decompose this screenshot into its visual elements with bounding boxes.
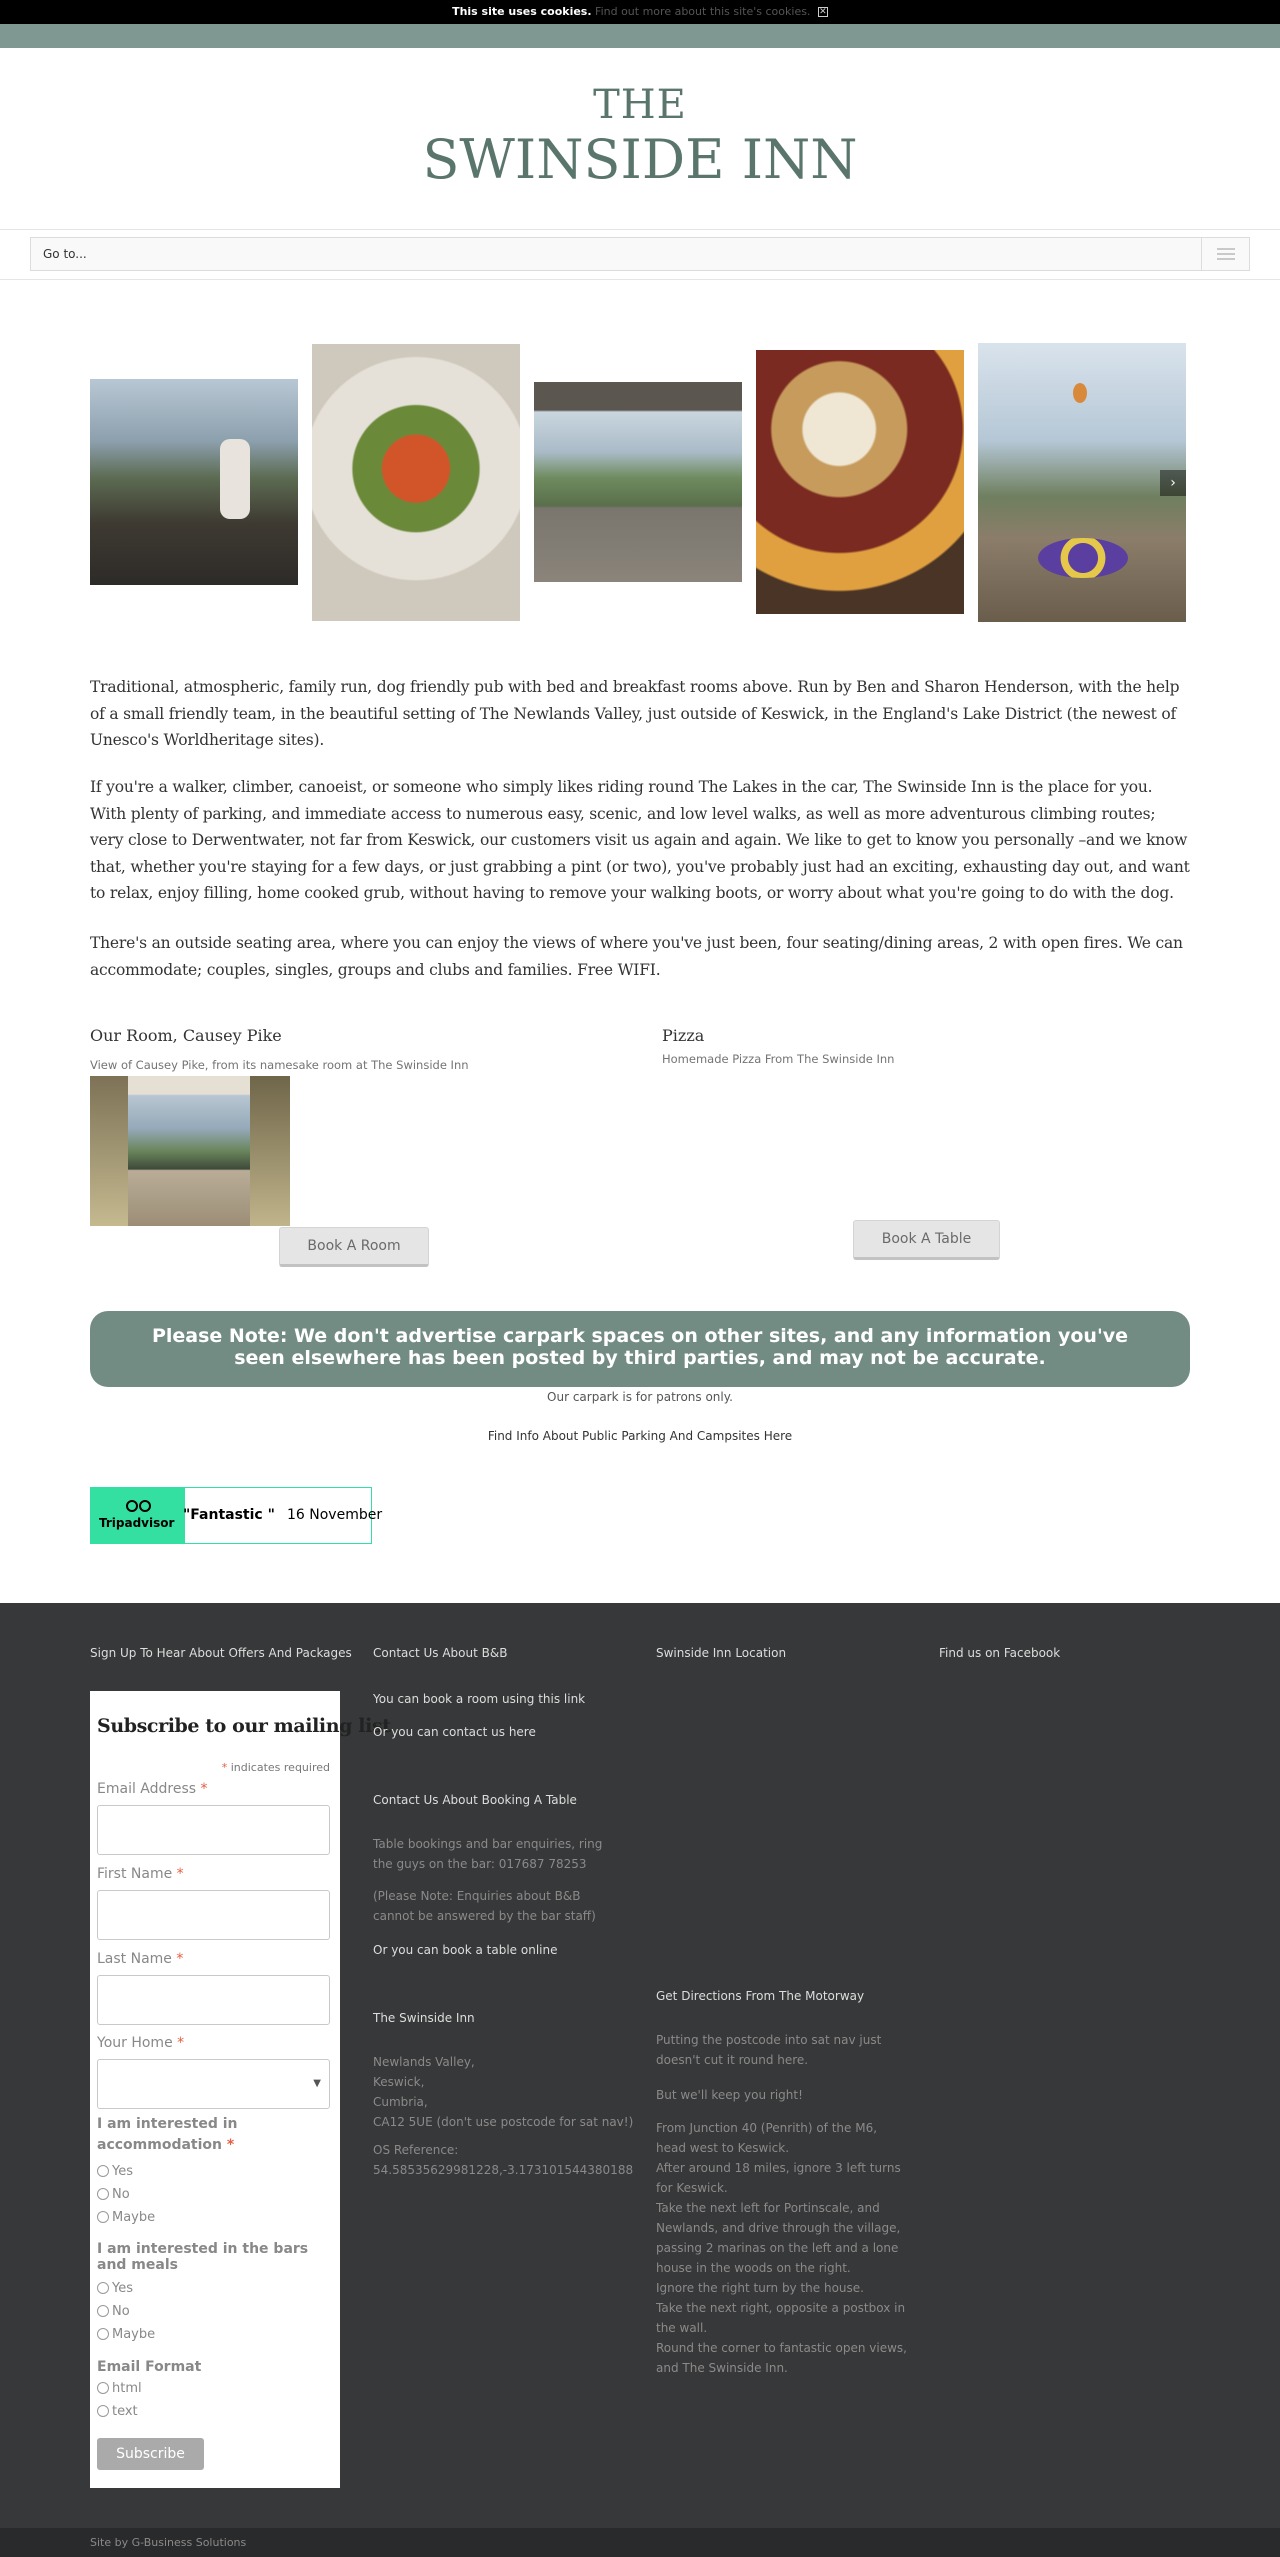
email-format-label: Email Format: [97, 2359, 202, 2375]
radio-icon[interactable]: [97, 2405, 109, 2417]
table-booking-text: Table bookings and bar enquiries, ring the guys on the bar: 017687 78253: [373, 1837, 603, 1871]
bars-option-maybe-label: Maybe: [112, 2327, 156, 2342]
radio-icon[interactable]: [97, 2211, 109, 2223]
footer-signup-heading: Sign Up To Hear About Offers And Packages: [90, 1646, 352, 1660]
nav-select-value: Go to...: [43, 247, 87, 261]
accommodation-label: [97, 2114, 297, 2156]
radio-icon[interactable]: [97, 2165, 109, 2177]
accommodation-option-yes[interactable]: [97, 2164, 133, 2179]
directions-intro-2: But we'll keep you right!: [656, 2088, 803, 2102]
footer-bnb-heading: Contact Us About B&B: [373, 1646, 508, 1660]
owl-icon: [126, 1500, 152, 1512]
gallery-photo-roast[interactable]: [756, 350, 964, 614]
home-label: [97, 2035, 184, 2051]
address-line-4: CA12 5UE (don't use postcode for sat nav!): [373, 2115, 634, 2129]
tripadvisor-widget[interactable]: [90, 1487, 383, 1544]
chevron-down-icon: ▼: [313, 2078, 321, 2089]
footer-facebook-heading: Find us on Facebook: [939, 1646, 1061, 1660]
room-title: Our Room, Causey Pike: [90, 1026, 282, 1045]
accommodation-option-no[interactable]: [97, 2187, 130, 2202]
review-date: 16 November: [287, 1507, 383, 1523]
pizza-caption: Homemade Pizza From The Swinside Inn: [662, 1052, 895, 1066]
intro-paragraph-2: If you're a walker, climber, canoeist, or someone who simply likes riding round The Lakes in the car, The Swinside Inn is the place for you. With plenty of parking, and immediate access to numerous easy, scenic, and low level walks, as well as more adventurous climbing routes; very close to Derwentwater, not far from Keswick, our customers visit us again and again. We like to get to know you personally –and we know that, whether you're staying for a few days, or just grabbing a pint (or two), you've probably just had an exciting, exhausting day out, and want to relax, enjoy filling, home cooked grub, without having to remove your walking boots, or worry about what you're going to do with the dog.: [90, 778, 1190, 902]
cookie-info-link[interactable]: Find out more about this site's cookies.: [595, 5, 811, 18]
mobile-nav-select[interactable]: [30, 237, 1250, 271]
first-name-required-star: *: [176, 1866, 184, 1882]
gallery-photo-terrace[interactable]: [90, 379, 298, 585]
contact-link[interactable]: Or you can contact us here: [373, 1725, 536, 1739]
accommodation-option-yes-label: Yes: [112, 2164, 133, 2179]
room-photo[interactable]: [90, 1076, 290, 1226]
radio-icon[interactable]: [97, 2328, 109, 2340]
last-name-label-text: Last Name: [97, 1951, 172, 1967]
address-line-1: Newlands Valley,: [373, 2055, 475, 2069]
gallery-photo-garden[interactable]: [978, 343, 1186, 622]
intro-paragraph-1: Traditional, atmospheric, family run, dog friendly pub with bed and breakfast rooms above. Run by Ben and Sharon Henderson, with the help of a small friendly team, in the beautiful setting of The Newlands Valley, just outside of Keswick, in the England's Lake District (the newest of Unesco's Worldheritage sites).: [90, 678, 1180, 749]
bars-option-yes[interactable]: [97, 2281, 133, 2296]
footer-directions-heading: Get Directions From The Motorway: [656, 1989, 865, 2003]
tripadvisor-brand: Tripadvisor: [99, 1516, 175, 1530]
cookie-bar: [0, 0, 1280, 24]
bars-option-maybe[interactable]: [97, 2327, 155, 2342]
footer-bottom-bar: [0, 2528, 1280, 2557]
subscribe-button[interactable]: Subscribe: [97, 2438, 204, 2470]
required-note-text: indicates required: [230, 1761, 330, 1774]
email-required-star: *: [200, 1781, 208, 1797]
radio-icon[interactable]: [97, 2282, 109, 2294]
home-label-text: Your Home: [97, 2035, 173, 2051]
format-option-text-label: text: [112, 2404, 138, 2419]
accent-strip: [0, 24, 1280, 48]
bars-label: I am interested in the bars and meals: [97, 2241, 309, 2273]
logo-name[interactable]: SWINSIDE INN: [422, 128, 858, 191]
bnb-enquiry-note: (Please Note: Enquiries about B&B cannot be answered by the bar staff): [373, 1889, 596, 1923]
tripadvisor-logo[interactable]: [91, 1488, 185, 1543]
accommodation-option-maybe[interactable]: [97, 2210, 155, 2225]
room-caption: View of Causey Pike, from its namesake room at The Swinside Inn: [90, 1058, 469, 1072]
email-label-text: Email Address: [97, 1781, 197, 1797]
last-name-label: [97, 1951, 183, 1967]
book-table-button[interactable]: Book A Table: [853, 1220, 1000, 1260]
header-divider: [0, 229, 1280, 230]
accommodation-option-no-label: No: [112, 2187, 130, 2202]
site-credit[interactable]: Site by G-Business Solutions: [90, 2536, 247, 2549]
last-name-field[interactable]: [97, 1975, 330, 2025]
nav-divider: [0, 279, 1280, 280]
format-option-html-label: html: [112, 2381, 142, 2396]
gallery-photo-window-view[interactable]: [534, 382, 742, 582]
first-name-label: [97, 1866, 184, 1882]
home-required-star: *: [177, 2035, 185, 2051]
os-reference-label: OS Reference:: [373, 2143, 459, 2157]
radio-icon[interactable]: [97, 2305, 109, 2317]
os-reference-value: 54.58535629981228,-3.173101544380188: [373, 2163, 634, 2177]
address-line-3: Cumbria,: [373, 2095, 428, 2109]
gallery-photo-dish[interactable]: [312, 344, 520, 621]
accommodation-required-star: *: [226, 2137, 235, 2153]
gallery-next-icon[interactable]: ›: [1160, 470, 1186, 496]
required-note: [90, 1761, 330, 1774]
book-room-link[interactable]: You can book a room using this link: [373, 1692, 586, 1706]
bars-option-yes-label: Yes: [112, 2281, 133, 2296]
address-line-2: Keswick,: [373, 2075, 425, 2089]
carpark-notice: Please Note: We don't advertise carpark spaces on other sites, and any information you've seen elsewhere has been posted by third parties, and may not be accurate.: [90, 1311, 1190, 1387]
footer-location-heading: Swinside Inn Location: [656, 1646, 787, 1660]
format-option-html[interactable]: [97, 2381, 142, 2396]
home-select[interactable]: [97, 2059, 330, 2109]
mailing-list-form: [90, 1691, 391, 2488]
bars-option-no[interactable]: [97, 2304, 130, 2319]
required-star: *: [221, 1761, 228, 1774]
accommodation-label-text: I am interested in accommodation: [97, 2116, 238, 2153]
last-name-required-star: *: [176, 1951, 184, 1967]
mailing-title: Subscribe to our mailing list: [97, 1715, 391, 1737]
book-table-link[interactable]: Or you can book a table online: [373, 1943, 558, 1957]
email-field[interactable]: [97, 1805, 330, 1855]
footer-inn-heading: The Swinside Inn: [373, 2011, 475, 2025]
pizza-title: Pizza: [662, 1026, 705, 1045]
accommodation-option-maybe-label: Maybe: [112, 2210, 156, 2225]
format-option-text[interactable]: [97, 2404, 138, 2419]
first-name-field[interactable]: [97, 1890, 330, 1940]
public-parking-link[interactable]: Find Info About Public Parking And Campsites Here: [487, 1429, 793, 1443]
book-room-button[interactable]: Book A Room: [279, 1227, 429, 1267]
radio-icon[interactable]: [97, 2382, 109, 2394]
bars-option-no-label: No: [112, 2304, 130, 2319]
cookie-close-icon[interactable]: ✕: [819, 7, 827, 17]
directions-steps: From Junction 40 (Penrith) of the M6, head west to Keswick. After around 18 miles, ignore 3 left turns for Keswick. Take the next left for Portinscale, and Newlands, and drive through the village, passing 2 marinas on the left and a lone house in the woods on the right. Ignore the right turn by the house. Take the next right, opposite a postbox in the wall. Round the corner to fantastic open views, and The Swinside Inn.: [656, 2121, 907, 2375]
intro-paragraph-3: There's an outside seating area, where you can enjoy the views of where you've just been, four seating/dining areas, 2 with open fires. We can accommodate; couples, singles, groups and clubs and families. Free WIFI.: [90, 934, 1183, 979]
menu-icon[interactable]: [1201, 238, 1249, 270]
carpark-note: Our carpark is for patrons only.: [547, 1390, 733, 1404]
cookie-message: This site uses cookies.: [452, 5, 592, 18]
review-quote[interactable]: "Fantastic ": [183, 1507, 275, 1523]
email-label: [97, 1781, 208, 1797]
directions-intro-1: Putting the postcode into sat nav just doesn't cut it round here.: [656, 2033, 882, 2067]
footer-table-heading: Contact Us About Booking A Table: [373, 1793, 577, 1807]
radio-icon[interactable]: [97, 2188, 109, 2200]
first-name-label-text: First Name: [97, 1866, 173, 1882]
logo-the[interactable]: THE: [593, 82, 687, 128]
